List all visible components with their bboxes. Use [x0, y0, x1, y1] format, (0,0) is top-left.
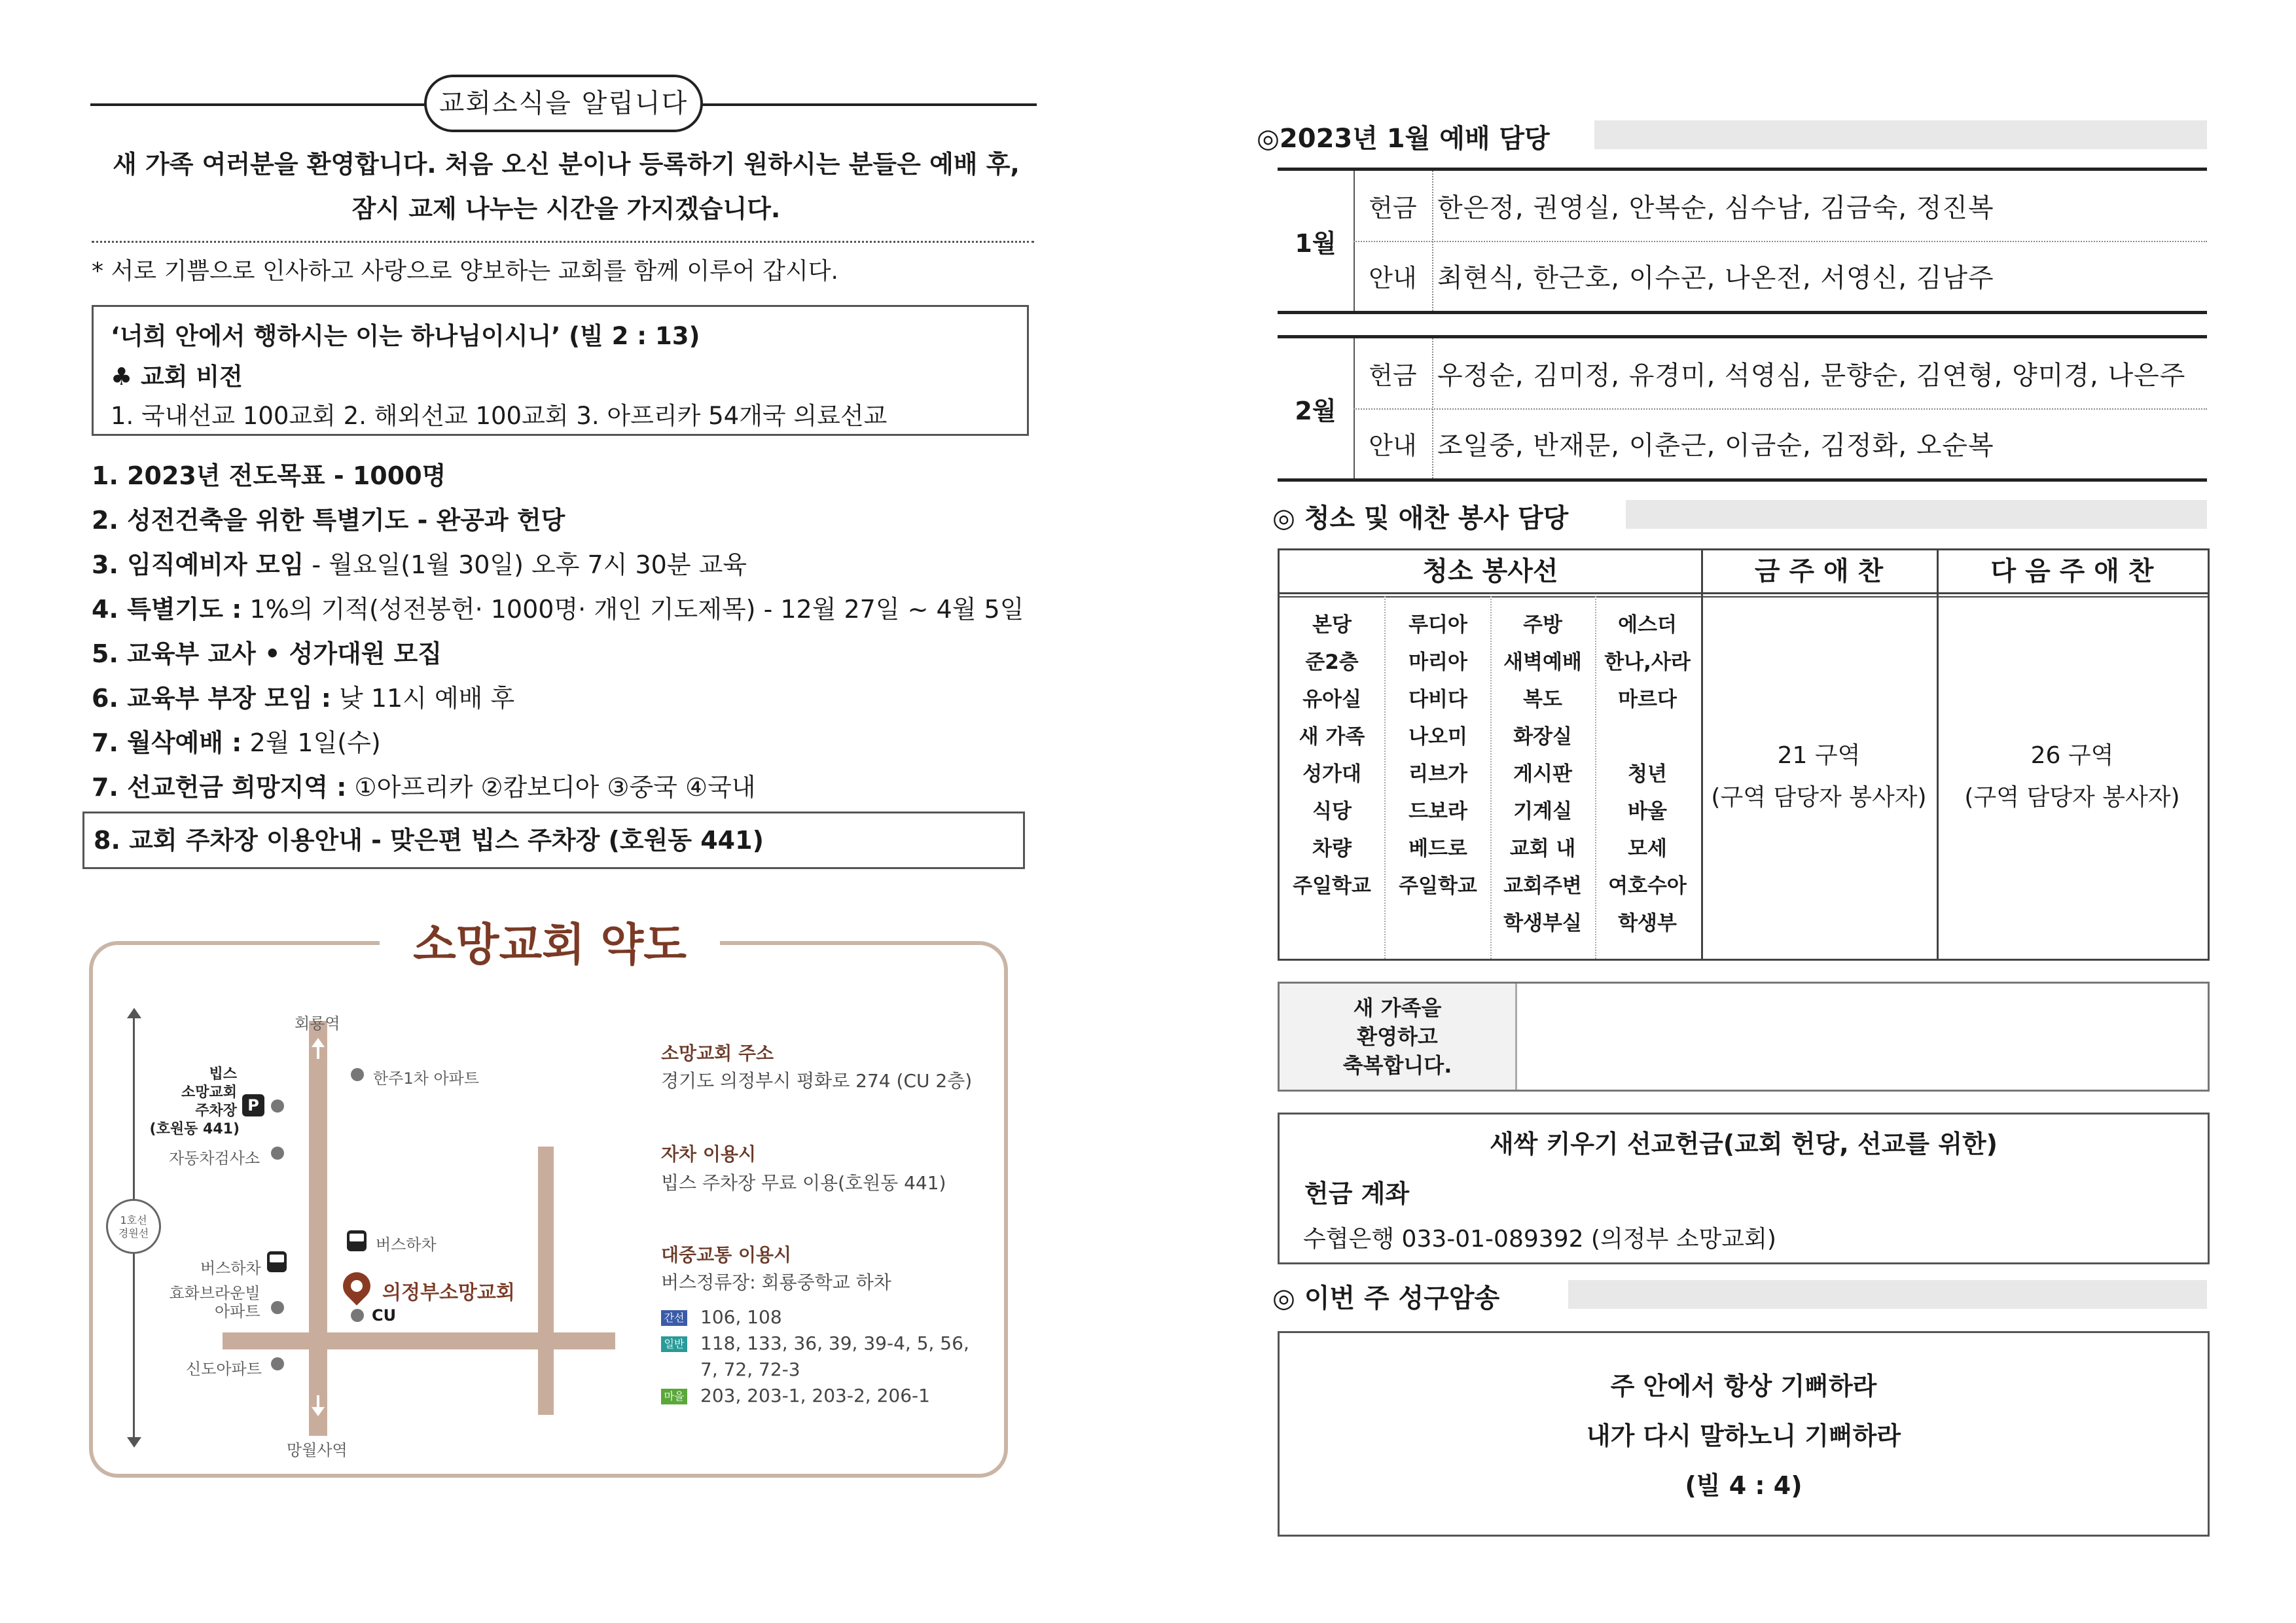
hyowha-label: 효화브라운빌 아파트 [169, 1284, 260, 1321]
church-label: 의정부소망교회 [382, 1281, 515, 1304]
rota-month: 1월 [1278, 171, 1355, 311]
rail-arrow-down-icon [127, 1437, 141, 1448]
verse-section-bar [1568, 1280, 2207, 1309]
clean-header: 청소 봉사선 [1422, 556, 1558, 586]
clean-column-4: 에스더 한나,사라 마르다 청년 바울 모세 여호수아 학생부 [1604, 613, 1691, 935]
next-week-cell: 26 구역 (구역 담당자 봉사자) [1964, 742, 2180, 811]
vision-items: 1. 국내선교 100교회 2. 해외선교 100교회 3. 아프리카 54개국 의료선교 [111, 402, 888, 430]
bus-left-icon [267, 1251, 287, 1272]
rota-row-offering: 헌금 한은정, 권영실, 안복순, 심수남, 김금숙, 정진복 [1369, 193, 1994, 223]
clean-section-bar [1626, 500, 2207, 529]
worship-section-bar [1594, 120, 2207, 149]
welcome-line-2: 잠시 교제 나누는 시간을 가지겠습니다. [351, 194, 781, 223]
clean-column-1: 본당 준2층 유아실 새 가족 성가대 식당 차량 주일학교 [1293, 613, 1371, 898]
parking-icon: P [242, 1094, 264, 1116]
vips-marker [271, 1099, 284, 1113]
bus-route-general: 일반 118, 133, 36, 39, 39-4, 5, 56, [661, 1332, 969, 1354]
bus-stop-left-label: 버스하차 [200, 1259, 261, 1277]
top-station-label: 회룡역 [295, 1014, 340, 1033]
news-item: 1. 2023년 전도목표 - 1000명 [92, 461, 446, 490]
worship-section-title: ◎2023년 1월 예배 담당 [1257, 124, 1550, 154]
parking-notice: 8. 교회 주차장 이용안내 - 맞은편 빕스 주차장 (호원동 441) [82, 812, 1025, 869]
general-badge: 일반 [661, 1336, 687, 1352]
this-week-cell: 21 구역 (구역 담당자 봉사자) [1711, 742, 1927, 811]
welcome-line-1: 새 가족 여러분을 환영합니다. 처음 오신 분이나 등록하기 원하시는 분들은 예배 후, [113, 150, 1020, 179]
side-road-vertical [538, 1147, 554, 1415]
clean-column-3: 주방 새벽예배 복도 화장실 게시판 기계실 교회 내 교회주변 학생부실 [1503, 613, 1582, 935]
hanju-marker [351, 1068, 364, 1081]
news-item: 7. 선교헌금 희망지역 : ①아프리카 ②캄보디아 ③중국 ④국내 [92, 773, 756, 802]
header-rule-left [90, 103, 431, 106]
cleaning-table [1278, 548, 2210, 961]
bottom-station-label: 망월사역 [287, 1441, 348, 1459]
transit-stop: 버스정류장: 회룡중학교 하차 [661, 1272, 891, 1293]
dotted-divider [92, 241, 1034, 243]
rota-january [1278, 168, 2207, 314]
hanju-label: 한주1차 아파트 [373, 1069, 480, 1088]
shindo-marker [271, 1357, 284, 1370]
cu-marker [351, 1309, 364, 1322]
main-road-horizontal [223, 1332, 615, 1349]
vision-box [92, 305, 1029, 436]
road-arrow-up-stem [317, 1046, 319, 1059]
seed-offering-box [1278, 1113, 2210, 1264]
inspection-label: 자동차검사소 [169, 1149, 260, 1168]
news-item: 4. 특별기도 : 1%의 기적(성전봉헌· 1000명· 개인 기도제목) - 12월 27일 ~ 4월 5일 [92, 595, 1024, 624]
rail-arrow-up-icon [127, 1008, 141, 1018]
verse-line-2: 내가 다시 말하노니 기뻐하라 [1586, 1421, 1901, 1450]
bus-stop-right-label: 버스하차 [376, 1236, 437, 1254]
hyowha-marker [271, 1301, 284, 1314]
transit-heading: 대중교통 이용시 [661, 1244, 792, 1266]
vision-title: ♣ 교회 비전 [111, 363, 243, 391]
news-item: 7. 월삭예배 : 2월 1일(수) [92, 728, 381, 757]
line-badge: 1호선 경원선 [106, 1199, 161, 1254]
trunk-badge: 간선 [661, 1310, 687, 1326]
header-divider [1280, 592, 2208, 594]
map-title: 소망교회 약도 [380, 916, 720, 975]
verse-line-1: 주 안에서 항상 기뻐하라 [1610, 1372, 1877, 1400]
inspection-marker [271, 1147, 284, 1160]
greeting-note: * 서로 기쁨으로 인사하고 사랑으로 양보하는 교회를 함께 이루어 갑시다. [92, 258, 838, 285]
church-pin-dot [351, 1280, 363, 1292]
verse-reference: (빌 4 : 4) [1685, 1471, 1803, 1500]
memory-verse-box [1278, 1331, 2210, 1537]
vision-verse: ‘너희 안에서 행하시는 이는 하나님이시니’ (빌 2 : 13) [111, 322, 700, 350]
road-arrow-down-icon [312, 1407, 325, 1416]
bus-route-general-cont: 7, 72, 72-3 [700, 1359, 800, 1380]
news-item: 3. 임직예비자 모임 - 월요일(1월 30일) 오후 7시 30분 교육 [92, 550, 747, 579]
news-item: 5. 교육부 교사 • 성가대원 모집 [92, 639, 442, 668]
seed-account: 수협은행 033-01-089392 (의정부 소망교회) [1303, 1226, 1776, 1253]
address-text: 경기도 의정부시 평화로 274 (CU 2층) [661, 1070, 973, 1092]
vips-label: 빕스 소망교회 주차장 (호원동 441) [149, 1066, 240, 1137]
news-header-title: 교회소식을 알립니다 [424, 75, 703, 132]
village-badge: 마을 [661, 1389, 687, 1404]
next-week-header: 다 음 주 애 찬 [1990, 556, 2154, 586]
rota-row-offering: 헌금 우정순, 김미정, 유경미, 석영심, 문향순, 김연형, 양미경, 나은주 [1369, 361, 2186, 391]
rota-row-guide: 안내 조일중, 반재문, 이춘근, 이금순, 김정화, 오순복 [1369, 431, 1994, 461]
news-item: 6. 교육부 부장 모임 : 낮 11시 예배 후 [92, 684, 515, 713]
verse-section-title: ◎ 이번 주 성구암송 [1272, 1283, 1500, 1313]
rota-row-guide: 안내 최현식, 한근호, 이수곤, 나온전, 서영신, 김남주 [1369, 263, 1994, 293]
bus-route-trunk: 간선 106, 108 [661, 1306, 782, 1328]
car-heading: 자차 이용시 [661, 1143, 756, 1165]
clean-section-title: ◎ 청소 및 애찬 봉사 담당 [1272, 503, 1569, 533]
seed-title: 새싹 키우기 선교헌금(교회 헌당, 선교를 위한) [1489, 1130, 1998, 1158]
bus-route-village: 마을 203, 203-1, 203-2, 206-1 [661, 1385, 930, 1406]
this-week-header: 금 주 애 찬 [1754, 556, 1884, 586]
rota-february [1278, 335, 2207, 482]
car-text: 빕스 주차장 무료 이용(호원동 441) [661, 1172, 946, 1194]
main-road-vertical [309, 1021, 327, 1436]
address-heading: 소망교회 주소 [661, 1043, 774, 1064]
news-item: 2. 성전건축을 위한 특별기도 - 완공과 헌당 [92, 506, 565, 535]
bus-right-icon [347, 1230, 367, 1251]
road-arrow-down-stem [317, 1395, 319, 1408]
seed-account-heading: 헌금 계좌 [1304, 1179, 1410, 1208]
new-family-label: 새 가족을 환영하고 축복합니다. [1280, 984, 1517, 1090]
header-rule-right [696, 103, 1037, 106]
cu-label: CU [372, 1306, 397, 1325]
clean-column-2: 루디아 마리아 다비다 나오미 리브가 드보라 베드로 주일학교 [1399, 613, 1477, 898]
shindo-label: 신도아파트 [186, 1360, 262, 1378]
new-family-box [1278, 982, 2210, 1092]
rota-month: 2월 [1278, 338, 1355, 478]
